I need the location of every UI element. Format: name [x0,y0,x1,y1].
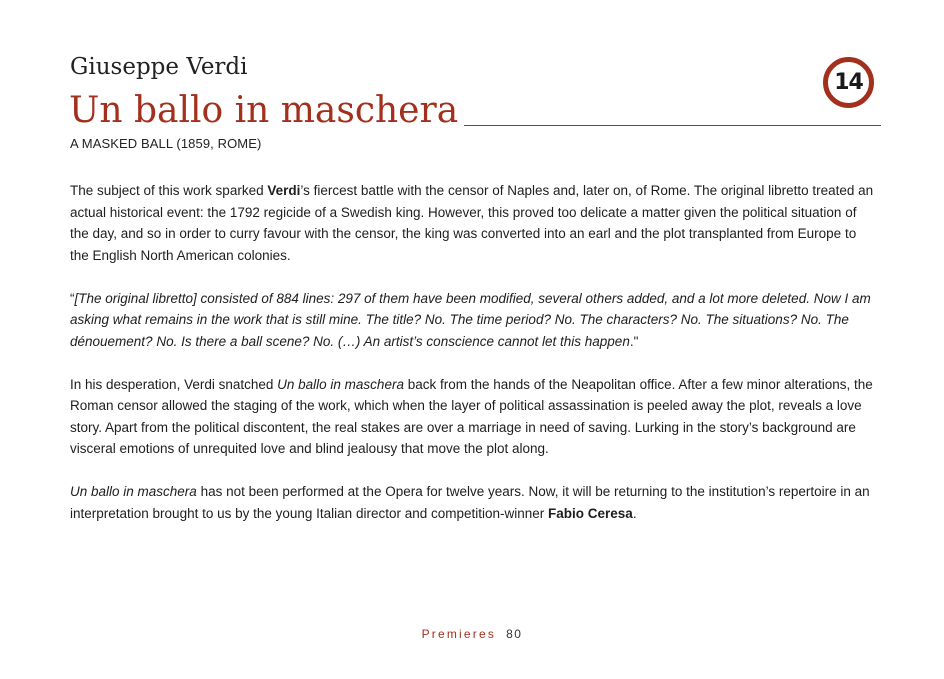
paragraph-2-quote [70,288,878,353]
paragraph-4-text-b: has not been performed at the Opera for twelve years. Now, it will be returning to the institution’s repertoire in an interpretation brought to us by the young Italian director and competition-winner [70,484,870,521]
title-divider [464,125,881,126]
paragraph-3-text-a: In his desperation, Verdi snatched [70,376,278,392]
paragraph-4 [70,481,878,524]
paragraph-1 [70,180,878,266]
quote-close-mark: ." [629,333,639,349]
paragraph-3 [70,374,878,460]
article-body [70,180,878,546]
director-mention: Fabio Ceresa [548,505,633,521]
title-row [69,90,881,132]
opera-title-mention: Un ballo in maschera [277,376,404,392]
composer-mention: Verdi [267,183,301,198]
paragraph-4-text-d: . [632,505,637,521]
verdi-quote: [The original libretto] consisted of 884 lines: 297 of them have been modified, several others added, and a lot more deleted. Now I am asking what remains in the work that is still mine. The title? No. The time period? No. The characters? No. The situations? No. The dénouement? No. Is there a ball scene? No. (…) An artist’s conscience cannot let this happen [70,290,871,349]
opera-title-mention-2: Un ballo in maschera [70,484,197,499]
section-label: Premieres [421,627,497,641]
paragraph-1-text-c: ’s fiercest battle with the censor of Naples and, later on, of Rome. The original libretto treated an actual historical event: the 1792 regicide of a Swedish king. However, this proved too delicate a matter given the political situation of the day, and so in order to curry favour with the censor, the king was converted into an earl and the plot transplanted from Europe to the English North American colonies. [70,183,874,263]
page-subtitle: A MASKED BALL (1859, ROME) [70,136,262,151]
page-number: 80 [506,627,523,641]
composer-name: Giuseppe Verdi [70,54,248,80]
page-title: Un ballo in maschera [69,90,459,131]
paragraph-1-text-a: The subject of this work sparked [70,183,268,198]
quote-open-mark: “ [70,290,75,306]
paragraph-3-text-c: back from the hands of the Neapolitan office. After a few minor alterations, the Roman censor allowed the staging of the work, which when the layer of political assassination is peeled away the plot, reveals a love story. Apart from the political discontent, the real stakes are over a marriage in need of saving. Lurking in the story’s background are visceral emotions of unrequited love and blind jealousy that move the plot along. [70,376,873,456]
page-footer [0,627,944,641]
chapter-number-badge: 14 [823,57,874,108]
